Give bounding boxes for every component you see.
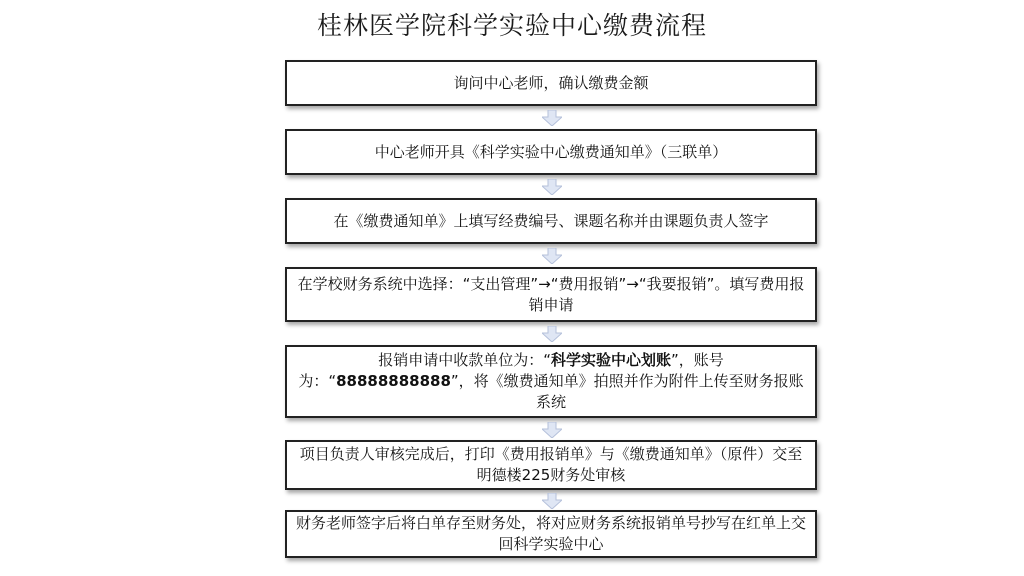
step-7-text: 财务老师签字后将白单存至财务处，将对应财务系统报销单号抄写在红单上交回科学实验中心 bbox=[295, 514, 806, 553]
flow-arrow-icon bbox=[542, 248, 562, 264]
step-3-box bbox=[285, 198, 817, 244]
diagram-title: 桂林医学院科学实验中心缴费流程 bbox=[316, 11, 707, 40]
step-1-text: 询问中心老师，确认缴费金额 bbox=[453, 73, 649, 92]
step-3-text: 在《缴费通知单》上填写经费编号、课题名称并由课题负责人签字 bbox=[333, 211, 769, 230]
step-5-payee: 科学实验中心划账 bbox=[550, 351, 671, 369]
flow-arrow-icon bbox=[542, 110, 562, 126]
step-5-box bbox=[285, 345, 817, 418]
step-6-box bbox=[285, 440, 817, 490]
step-5-text-part-3: ”，将《缴费通知单》拍照并作为附件上传至财务报账系统 bbox=[450, 372, 804, 411]
step-6-text: 项目负责人审核完成后，打印《费用报销单》与《缴费通知单》（原件）交至明德楼225财务处审核 bbox=[299, 445, 803, 484]
step-2-text: 中心老师开具《科学实验中心缴费通知单》（三联单） bbox=[374, 142, 728, 161]
flow-arrow-icon bbox=[542, 326, 562, 342]
flow-arrow-icon bbox=[542, 422, 562, 438]
step-4-text: 在学校财务系统中选择：“支出管理”→“费用报销”→“我要报销”。填写费用报销申请 bbox=[297, 274, 805, 314]
step-5-text-part-2: ”，账号为：“ bbox=[298, 351, 724, 390]
step-5-account-number: 88888888888 bbox=[336, 372, 451, 390]
step-5-text bbox=[295, 350, 807, 413]
step-5-text-part-1: 报销申请中收款单位为：“ bbox=[378, 351, 551, 369]
flow-arrow-icon bbox=[542, 179, 562, 195]
flow-arrow-icon bbox=[542, 493, 562, 509]
step-2-box bbox=[285, 129, 817, 175]
step-1-box bbox=[285, 60, 817, 106]
step-7-box bbox=[285, 510, 817, 558]
step-4-box bbox=[285, 267, 817, 322]
